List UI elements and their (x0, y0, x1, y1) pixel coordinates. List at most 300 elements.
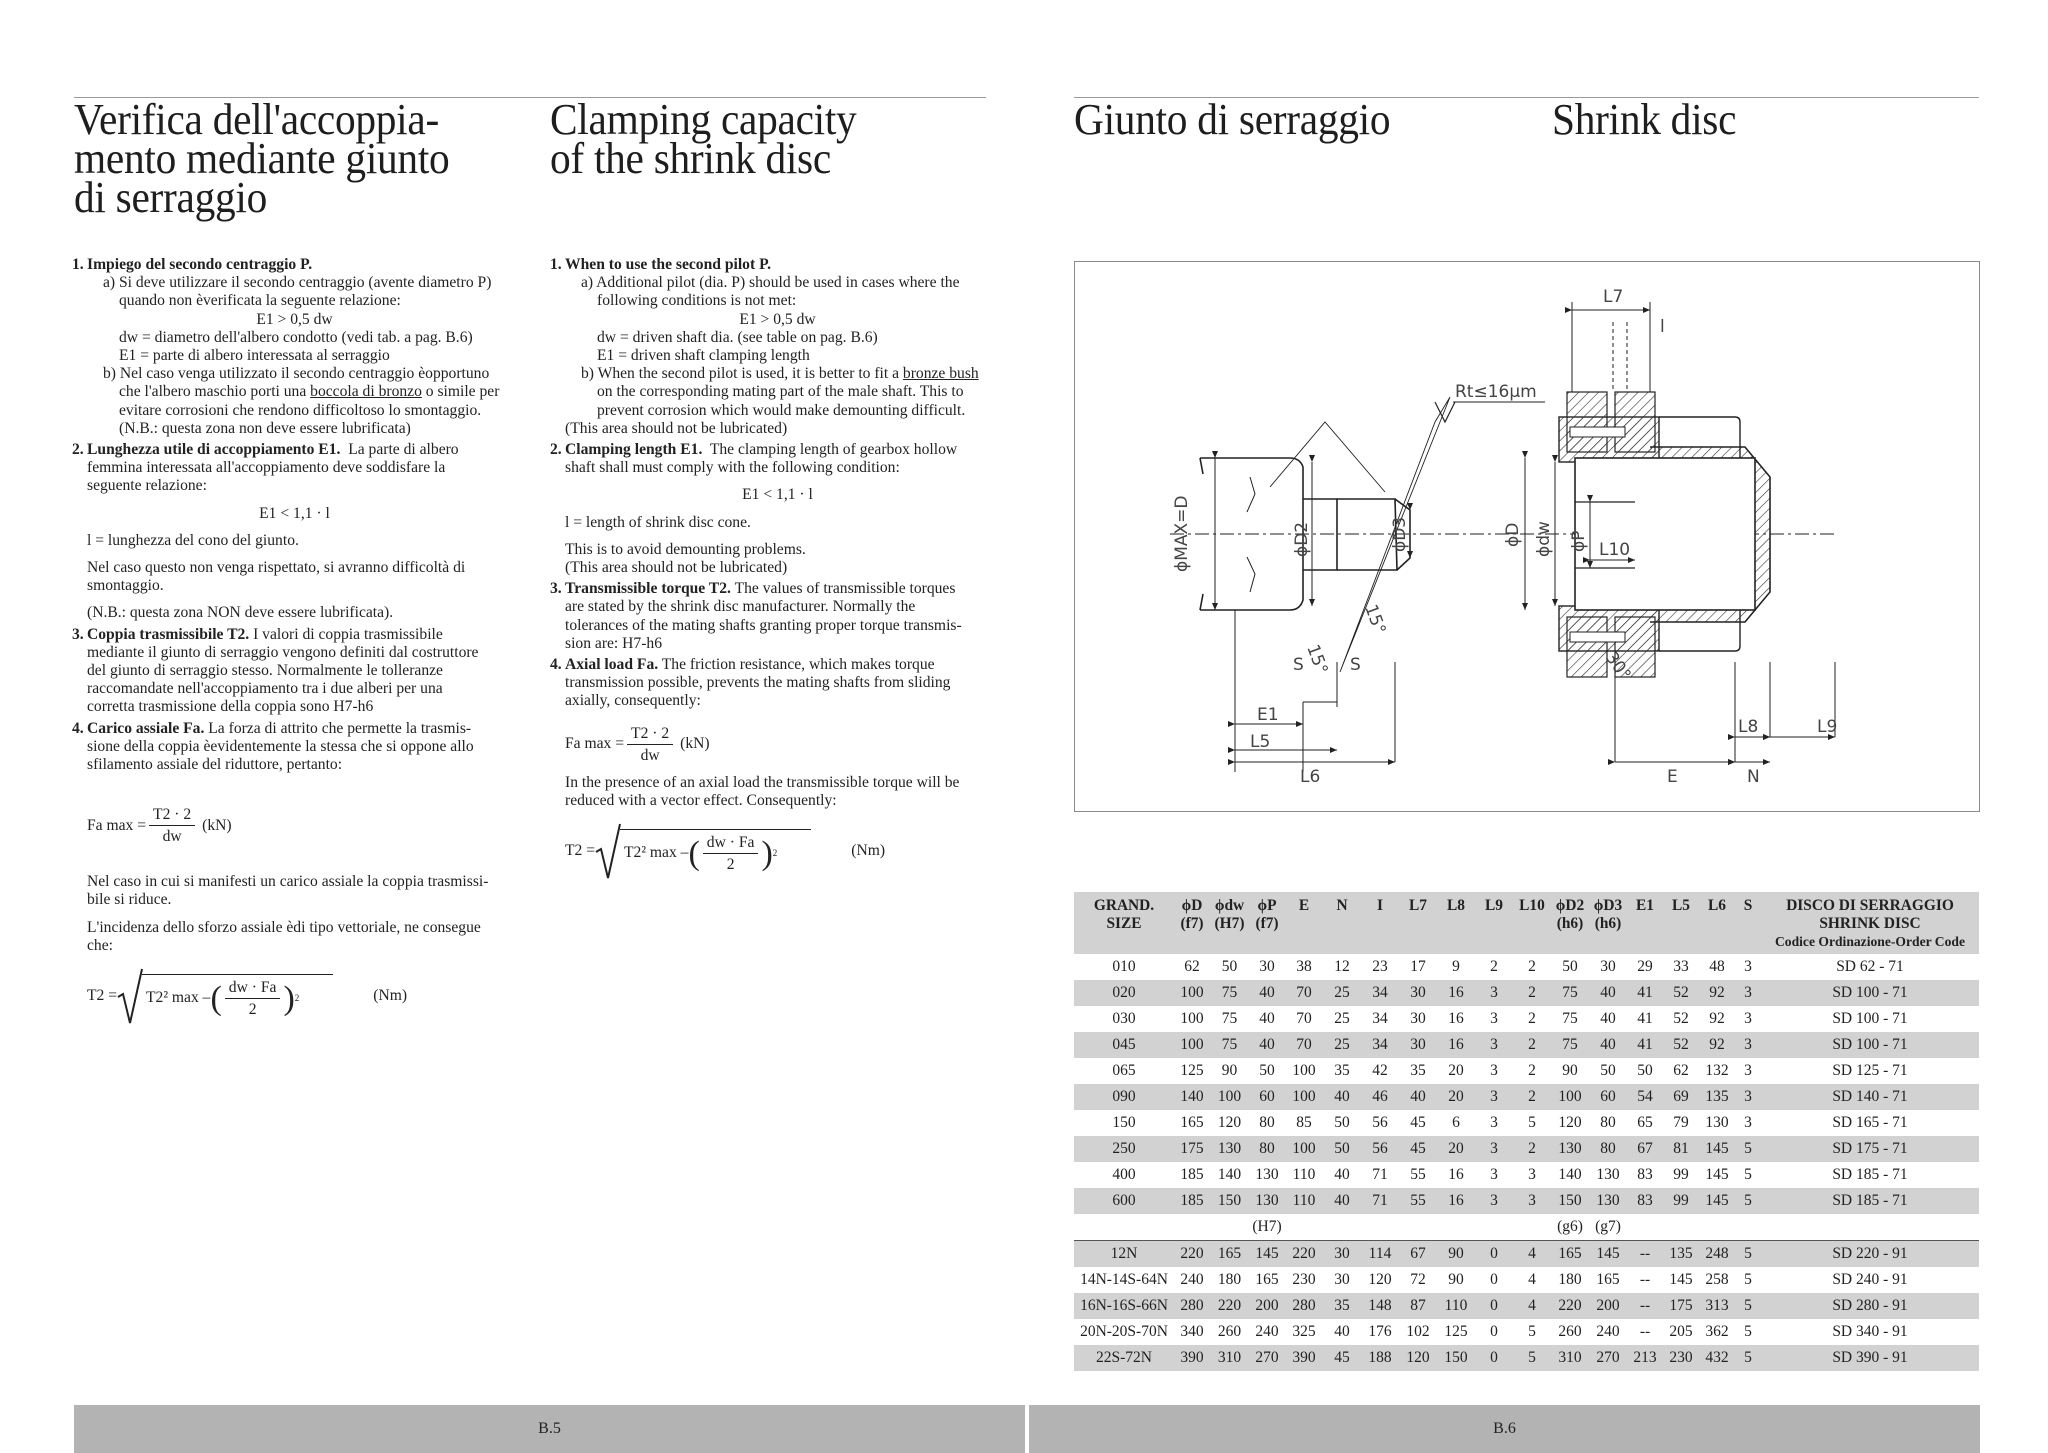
table-cell: 110 (1437, 1293, 1475, 1319)
table-cell: 2 (1528, 1062, 1536, 1079)
order-code-cell: SD 185 - 71 (1832, 1166, 1908, 1183)
label-n: N (1747, 767, 1760, 787)
table-cell: 4 (1513, 1293, 1551, 1319)
table-cell: 20 (1437, 1084, 1475, 1110)
table-cell: 145 (1699, 1188, 1735, 1214)
order-code-cell: SD 220 - 91 (1761, 1241, 1979, 1268)
table-cell: 010 (1112, 958, 1136, 975)
table-cell: 4 (1528, 1271, 1536, 1288)
title-shrink-disc: Shrink disc (1552, 95, 1737, 144)
table-cell: 80 (1259, 1114, 1275, 1131)
table-row (1074, 1241, 1979, 1268)
table-cell: 3 (1735, 980, 1761, 1006)
table-cell: 5 (1735, 1345, 1761, 1371)
table-cell: 362 (1705, 1323, 1729, 1340)
table-cell: 2 (1513, 1084, 1551, 1110)
col-d3: ϕD3 (h6) (1589, 892, 1627, 954)
col-e: E (1285, 892, 1323, 954)
table-cell: 213 (1627, 1345, 1663, 1371)
table-cell: 165 (1210, 1241, 1249, 1268)
table-cell: 5 (1528, 1114, 1536, 1131)
table-cell: 41 (1627, 980, 1663, 1006)
table-cell: 220 (1210, 1293, 1249, 1319)
table-cell: 90 (1562, 1062, 1578, 1079)
table-cell: 165 (1180, 1114, 1204, 1131)
it-section-4: 4. Carico assiale Fa. La forza di attrito che permette la trasmis- sione della coppia èevidentemente la stessa che si oppone allo sfilamento assiale del riduttore, pertanto: (72, 719, 474, 774)
table-cell: 100 (1292, 1062, 1316, 1079)
table-cell: 40 (1249, 1032, 1285, 1058)
table-cell: 16N-16S-66N (1074, 1293, 1174, 1319)
table-cell (1627, 1214, 1663, 1241)
table-cell: 87 (1399, 1293, 1437, 1319)
table-cell: 40 (1589, 980, 1627, 1006)
table-row (1074, 1110, 1979, 1136)
table-cell: 325 (1292, 1323, 1316, 1340)
table-cell: 130 (1210, 1136, 1249, 1162)
col-l8: L8 (1437, 892, 1475, 954)
table-cell: 25 (1323, 980, 1361, 1006)
label-e: E (1667, 767, 1678, 787)
table-cell: 140 (1217, 1166, 1242, 1183)
table-cell: 41 (1637, 1010, 1653, 1027)
table-row (1074, 1345, 1979, 1371)
hollow-shaft (1559, 392, 1770, 677)
table-cell: 3 (1490, 1114, 1498, 1131)
table-cell: 130 (1705, 1114, 1729, 1131)
table-cell: 130 (1589, 1188, 1627, 1214)
col-order-code: DISCO DI SERRAGGIO SHRINK DISC Codice Ordinazione-Order Code (1761, 892, 1979, 954)
label-15b: 15° (1360, 601, 1390, 638)
table-cell: 72 (1410, 1271, 1426, 1288)
order-code-cell: SD 340 - 91 (1832, 1323, 1908, 1340)
table-cell: 3 (1475, 980, 1513, 1006)
english-column: 1. When to use the second pilot P. a) Additional pilot (dia. P) should be used in cases where the following conditions is not met: E1 > 0,5 dw dw = driven shaft dia. (see table on pag. B.6) E1 = driven shaft clamping length b) When the second pilot is used, it is better to fit a bronze bush on the corresponding mating part of the male shaft. This to prevent corrosion which would make demounting difficult. (This area should not be lubricated) 2. Clamping length E1. The clamping length of gearbox hollow shaft shall must comply with the following condition: E1 < 1,1 · l l = length of shrink disc cone. This is to avoid demounting problems. (This area should not be lubricated) 3. Transmissible torque T2. The values of transmissible torques are stated by the shrink disc manufacturer. Normally the tolerances of the mating shafts granting proper torque transmis- sion are: H7-h6 4. Axial load Fa. The friction resistance, which makes torque transmission possible, prevents the mating shafts from sliding axially, consequently: Fa max = $\frac{T2 \cdot 2}{dw}$ (kN) In the presence of an axial load the transmissible torque will be reduced with a vector effect. Consequently: T2 = T2² max – ( $\frac{dw \cdot Fa}{2}$ ) 2 (Nm) (550, 253, 990, 886)
table-cell: 40 (1399, 1084, 1437, 1110)
table-cell: 90 (1448, 1271, 1464, 1288)
table-cell: 42 (1372, 1062, 1388, 1079)
table-cell: 9 (1452, 958, 1460, 975)
table-cell: 0 (1475, 1293, 1513, 1319)
table-cell (1475, 1214, 1513, 1241)
order-code-cell: SD 175 - 71 (1761, 1136, 1979, 1162)
table-cell: 50 (1323, 1136, 1361, 1162)
title-english: Clamping capacity of the shrink disc (550, 95, 857, 183)
col-l6: L6 (1699, 892, 1735, 954)
table-cell: 71 (1361, 1188, 1399, 1214)
table-cell: 200 (1589, 1293, 1627, 1319)
order-code-cell: SD 100 - 71 (1761, 1032, 1979, 1058)
it-torque-formula: T2 = T2² max – ( $\frac{dw \cdot Fa}{2}$ ) 2 (Nm) (87, 967, 502, 1025)
page-number-right: B.6 (1029, 1405, 1980, 1453)
table-body-large (1074, 1241, 1979, 1372)
table-cell: 30 (1399, 980, 1437, 1006)
sqrt-icon (595, 822, 621, 880)
table-cell: 065 (1112, 1062, 1136, 1079)
table-cell: 200 (1249, 1293, 1285, 1319)
table-cell: 5 (1744, 1166, 1752, 1183)
table-cell: 148 (1361, 1293, 1399, 1319)
table-cell: 35 (1323, 1293, 1361, 1319)
table-cell: 2 (1528, 958, 1536, 975)
order-code-cell: SD 140 - 71 (1761, 1084, 1979, 1110)
label-d3: ϕD3 (1390, 516, 1410, 552)
table-cell: 92 (1699, 980, 1735, 1006)
table-cell: 79 (1673, 1114, 1689, 1131)
table-cell: 130 (1255, 1166, 1279, 1183)
table-cell: 3 (1744, 1062, 1752, 1079)
shrink-disc-drawing (1074, 261, 1980, 812)
table-cell: 22S-72N (1074, 1345, 1174, 1371)
table-cell: 390 (1285, 1345, 1323, 1371)
en-section-4: 4. Axial load Fa. The friction resistance, which makes torque transmission possible, prevents the mating shafts from sliding axially, consequently: (550, 656, 951, 710)
table-cell (1513, 1214, 1551, 1241)
col-l9: L9 (1475, 892, 1513, 954)
table-body-standard (1074, 954, 1979, 1214)
table-cell: 35 (1410, 1062, 1426, 1079)
table-cell: 30 (1334, 1271, 1350, 1288)
table-cell: 145 (1699, 1136, 1735, 1162)
table-cell (1323, 1214, 1361, 1241)
table-cell: 80 (1589, 1136, 1627, 1162)
table-row (1074, 1136, 1979, 1162)
table-cell: 23 (1372, 958, 1388, 975)
table-cell (1361, 1214, 1399, 1241)
title-italian: Verifica dell'accoppia- mento mediante giunto di serraggio (74, 95, 450, 222)
table-cell: 70 (1285, 980, 1323, 1006)
table-cell: 83 (1627, 1188, 1663, 1214)
table-cell: 40 (1323, 1084, 1361, 1110)
table-row (1074, 1267, 1979, 1293)
table-cell: 5 (1744, 1323, 1752, 1340)
table-row (1074, 1293, 1979, 1319)
table-cell: 135 (1699, 1084, 1735, 1110)
table-cell: -- (1627, 1241, 1663, 1268)
table-cell: 260 (1558, 1323, 1582, 1340)
label-l10: L10 (1599, 540, 1631, 560)
label-l7: L7 (1603, 287, 1624, 307)
table-cell: 2 (1513, 1136, 1551, 1162)
table-cell: 205 (1669, 1323, 1693, 1340)
table-cell: 5 (1735, 1188, 1761, 1214)
table-cell: 40 (1334, 1323, 1350, 1340)
table-cell: 60 (1589, 1084, 1627, 1110)
table-cell: 120 (1558, 1114, 1582, 1131)
label-l9: L9 (1817, 717, 1838, 737)
order-code-cell: SD 240 - 91 (1832, 1271, 1908, 1288)
table-cell: 12 (1334, 958, 1350, 975)
table-cell: 180 (1217, 1271, 1242, 1288)
table-cell (1663, 1214, 1699, 1241)
table-cell: 220 (1285, 1241, 1323, 1268)
table-cell: 4 (1513, 1241, 1551, 1268)
table-row (1074, 1162, 1979, 1188)
table-cell: 185 (1180, 1166, 1204, 1183)
table-cell: 50 (1334, 1114, 1350, 1131)
table-cell: 40 (1600, 1010, 1616, 1027)
table-cell: 248 (1699, 1241, 1735, 1268)
col-d2: ϕD2 (h6) (1551, 892, 1589, 954)
order-code-cell: SD 100 - 71 (1832, 1010, 1908, 1027)
table-cell: -- (1639, 1271, 1651, 1288)
it-section-2: 2. Lunghezza utile di accoppiamento E1. La parte di albero femmina interessata all'accoppiamento deve soddisfare la seguente relazione: E1 < 1,1 · l l = lunghezza del cono del giunto. Nel caso questo non venga rispettato, si avranno difficoltà di smontaggio. (N.B.: questa zona NON deve essere lubrificata). (72, 441, 466, 622)
table-cell: 3 (1528, 1166, 1536, 1183)
table-cell: 340 (1180, 1323, 1204, 1340)
table-cell: 5 (1735, 1293, 1761, 1319)
table-cell: 270 (1589, 1345, 1627, 1371)
label-l: l (1660, 317, 1665, 337)
table-cell: 310 (1551, 1345, 1589, 1371)
table-cell: 5 (1513, 1345, 1551, 1371)
table-cell: 25 (1334, 1010, 1350, 1027)
table-cell: 150 (1437, 1345, 1475, 1371)
table-cell: 0 (1475, 1345, 1513, 1371)
order-code-cell: SD 125 - 71 (1832, 1062, 1908, 1079)
table-cell: 45 (1399, 1136, 1437, 1162)
table-cell: 0 (1490, 1271, 1498, 1288)
table-row (1074, 1319, 1979, 1345)
en-section-2: 2. Clamping length E1. The clamping length of gearbox hollow shaft shall must comply with the following condition: E1 < 1,1 · l l = length of shrink disc cone. This is to avoid demounting problems. (This area should not be lubricated) (550, 441, 958, 577)
table-cell: 67 (1399, 1241, 1437, 1268)
table-cell: 165 (1596, 1271, 1620, 1288)
table-cell: 110 (1292, 1166, 1316, 1183)
order-code-cell: SD 185 - 71 (1761, 1188, 1979, 1214)
table-cell: 175 (1663, 1293, 1699, 1319)
table-cell: 50 (1562, 958, 1578, 975)
label-max-d: ϕMAX=D (1172, 495, 1192, 572)
table-row (1074, 1032, 1979, 1058)
table-cell: 45 (1323, 1345, 1361, 1371)
table-cell: 125 (1180, 1062, 1204, 1079)
table-cell: 70 (1285, 1032, 1323, 1058)
table-cell: 45 (1410, 1114, 1426, 1131)
table-cell: 65 (1637, 1114, 1653, 1131)
table-cell: 85 (1296, 1114, 1312, 1131)
table-cell: 240 (1180, 1271, 1204, 1288)
table-cell: 3 (1490, 1062, 1498, 1079)
table-cell: 260 (1217, 1323, 1242, 1340)
table-cell: 90 (1221, 1062, 1238, 1079)
table-cell: 120 (1368, 1271, 1392, 1288)
table-cell: 34 (1361, 1032, 1399, 1058)
table-cell: 5 (1735, 1241, 1761, 1268)
table-cell: 30 (1600, 958, 1616, 975)
order-code-cell: SD 390 - 91 (1761, 1345, 1979, 1371)
label-s2: S (1350, 655, 1361, 675)
table-cell: 100 (1174, 980, 1210, 1006)
table-cell: 100 (1285, 1084, 1323, 1110)
table-cell: 310 (1210, 1345, 1249, 1371)
label-d2: ϕD2 (1292, 521, 1312, 557)
table-row (1074, 954, 1979, 980)
table-cell: 75 (1562, 1010, 1578, 1027)
table-cell: 5 (1528, 1323, 1536, 1340)
table-cell: 145 (1589, 1241, 1627, 1268)
table-cell: 145 (1249, 1241, 1285, 1268)
col-s: S (1735, 892, 1761, 954)
table-cell: 90 (1437, 1241, 1475, 1268)
table-cell: 6 (1452, 1114, 1460, 1131)
table-cell: 81 (1663, 1136, 1699, 1162)
table-cell: 185 (1174, 1188, 1210, 1214)
table-cell: 100 (1210, 1084, 1249, 1110)
table-cell: (g7) (1595, 1218, 1621, 1235)
label-dw: ϕdw (1534, 521, 1554, 557)
table-cell: 75 (1210, 980, 1249, 1006)
table-cell: 40 (1259, 1010, 1275, 1027)
table-cell: 3 (1735, 1032, 1761, 1058)
table-cell: 180 (1558, 1271, 1582, 1288)
table-cell: 56 (1361, 1136, 1399, 1162)
order-code-cell: SD 165 - 71 (1832, 1114, 1908, 1131)
table-cell: 3 (1490, 1166, 1498, 1183)
order-code-cell: SD 100 - 71 (1761, 980, 1979, 1006)
table-cell: 175 (1174, 1136, 1210, 1162)
table-cell: 3 (1744, 1114, 1752, 1131)
table-cell (1437, 1214, 1475, 1241)
table-cell: 110 (1285, 1188, 1323, 1214)
table-cell: 52 (1673, 1010, 1689, 1027)
table-cell: 150 (1112, 1114, 1136, 1131)
table-cell: 62 (1184, 958, 1200, 975)
table-cell: 165 (1255, 1271, 1279, 1288)
table-cell: 176 (1368, 1323, 1392, 1340)
table-cell: 100 (1180, 1010, 1204, 1027)
table-cell: 3 (1513, 1188, 1551, 1214)
table-cell: 17 (1410, 958, 1426, 975)
table-cell: 150 (1551, 1188, 1589, 1214)
table-cell: 2 (1513, 980, 1551, 1006)
order-code-cell: SD 62 - 71 (1836, 958, 1904, 975)
table-cell: 132 (1705, 1062, 1729, 1079)
table-cell: 67 (1627, 1136, 1663, 1162)
table-row (1074, 1058, 1979, 1084)
table-cell: 3 (1475, 1136, 1513, 1162)
table-row (1074, 1006, 1979, 1032)
en-torque-formula: T2 = T2² max – ( $\frac{dw \cdot Fa}{2}$ ) 2 (Nm) (565, 822, 990, 880)
table-cell: 250 (1074, 1136, 1174, 1162)
table-cell: 34 (1372, 1010, 1388, 1027)
table-cell: 75 (1551, 1032, 1589, 1058)
table-cell: 2 (1513, 1032, 1551, 1058)
col-e1: E1 (1627, 892, 1663, 954)
table-cell: 40 (1589, 1032, 1627, 1058)
table-cell: 145 (1669, 1271, 1693, 1288)
table-cell: 52 (1663, 980, 1699, 1006)
col-size: GRAND. SIZE (1074, 892, 1174, 954)
table-cell: 40 (1249, 980, 1285, 1006)
table-cell: 41 (1627, 1032, 1663, 1058)
label-15a: 15° (1302, 641, 1332, 678)
col-l7: L7 (1399, 892, 1437, 954)
table-cell: 0 (1490, 1323, 1498, 1340)
table-cell: 55 (1399, 1188, 1437, 1214)
table-cell: 20 (1448, 1062, 1464, 1079)
bronze-bush-term: boccola di bronzo (310, 383, 422, 401)
table-cell: 600 (1074, 1188, 1174, 1214)
table-cell: 48 (1709, 958, 1725, 975)
table-cell: 130 (1551, 1136, 1589, 1162)
table-cell: 12N (1074, 1241, 1174, 1268)
table-cell: 70 (1296, 1010, 1312, 1027)
table-cell: 240 (1596, 1323, 1620, 1340)
table-cell: 100 (1285, 1136, 1323, 1162)
col-n: N (1323, 892, 1361, 954)
en-section-1: 1. When to use the second pilot P. a) Additional pilot (dia. P) should be used in cases where the following conditions is not met: E1 > 0,5 dw dw = driven shaft dia. (see table on pag. B.6) E1 = driven shaft clamping length b) When the second pilot is used, it is better to fit a bronze bush on the corresponding mating part of the male shaft. This to prevent corrosion which would make demounting difficult. (This area should not be lubricated) (550, 256, 979, 437)
table-cell: 120 (1399, 1345, 1437, 1371)
it-section-3: 3. Coppia trasmissibile T2. I valori di coppia trasmissibile mediante il giunto di serraggio vengono definiti dal costruttore del giunto di serraggio stesso. Normalmente le tolleranze raccomandate nell'accoppiamento tra i due alberi per una corretta trasmissione della coppia sono H7-h6 (72, 625, 479, 716)
label-p: ϕP (1569, 530, 1589, 552)
table-cell: 54 (1627, 1084, 1663, 1110)
table-tolerance-row (1074, 1214, 1979, 1241)
table-cell: 20 (1437, 1136, 1475, 1162)
table-cell: -- (1639, 1323, 1651, 1340)
italian-column: 1. Impiego del secondo centraggio P. a) Si deve utilizzare il secondo centraggio (avente diametro P) quando non èverificata la seguente relazione: E1 > 0,5 dw dw = diametro dell'albero condotto (vedi tab. a pag. B.6) E1 = parte di albero interessata al serraggio b) Nel caso venga utilizzato il secondo centraggio èopportuno che l'albero maschio porti una boccola di bronzo o simile per evitare corrosioni che rendono difficoltoso lo smontaggio. (N.B.: questa zona non deve essere lubrificata) 2. Lunghezza utile di accoppiamento E1. La parte di albero femmina interessata all'accoppiamento deve soddisfare la seguente relazione: E1 < 1,1 · l l = lunghezza del cono del giunto. Nel caso questo non venga rispettato, si avranno difficoltà di smontaggio. (N.B.: questa zona NON deve essere lubrificata). 3. Coppia trasmissibile T2. I valori di coppia trasmissibile mediante il giunto di serraggio vengono definiti dal costruttore del giunto di serraggio stesso. Normalmente le tolleranze raccomandate nell'accoppiamento tra i due alberi per una corretta trasmissione della coppia sono H7-h6 4. Carico assiale Fa. La forza di attrito che permette la trasmis- sione della coppia èevidentemente la stessa che si oppone allo sfilamento assiale del riduttore, pertanto: Fa max = $\frac{T2 \cdot 2}{dw}$ (kN) Nel caso in cui si manifesti un carico assiale la coppia trasmissi- bile si riduce. L'incidenza dello sforzo assiale èdi tipo vettoriale, ne consegue che: T2 = T2² max – ( $\frac{dw \cdot Fa}{2}$ ) 2 (Nm) (72, 253, 502, 1031)
table-cell: 16 (1437, 1032, 1475, 1058)
col-p: ϕP (f7) (1249, 892, 1285, 954)
table-cell: 220 (1174, 1241, 1210, 1268)
table-cell: 2 (1528, 1010, 1536, 1027)
table-cell: 14N-14S-64N (1080, 1271, 1168, 1288)
table-cell: 40 (1323, 1188, 1361, 1214)
table-cell: 46 (1361, 1084, 1399, 1110)
table-cell: 130 (1249, 1188, 1285, 1214)
table-cell (1735, 1214, 1761, 1241)
table-cell: 3 (1475, 1032, 1513, 1058)
label-l5: L5 (1250, 732, 1271, 752)
bronze-bush-term-en: bronze bush (902, 365, 979, 383)
table-cell: 135 (1663, 1241, 1699, 1268)
table-cell: 5 (1735, 1136, 1761, 1162)
it-section-1: 1. Impiego del secondo centraggio P. a) Si deve utilizzare il secondo centraggio (avente diametro P) quando non èverificata la seguente relazione: E1 > 0,5 dw dw = diametro dell'albero condotto (vedi tab. a pag. B.6) E1 = parte di albero interessata al serraggio b) Nel caso venga utilizzato il secondo centraggio èopportuno che l'albero maschio porti una boccola di bronzo o simile per evitare corrosioni che rendono difficoltoso lo smontaggio. (N.B.: questa zona non deve essere lubrificata) (72, 256, 500, 437)
table-cell: 60 (1249, 1084, 1285, 1110)
table-cell: 20N-20S-70N (1080, 1323, 1168, 1340)
table-cell: 99 (1663, 1188, 1699, 1214)
table-cell: 3 (1744, 1010, 1752, 1027)
table-cell: 3 (1490, 1010, 1498, 1027)
table-cell: 35 (1334, 1062, 1350, 1079)
it-axial-load-formula: Fa max = $\frac{T2 \cdot 2}{dw}$ (kN) (87, 806, 232, 846)
table-cell: 16 (1437, 980, 1475, 1006)
table-cell: 50 (1259, 1062, 1275, 1079)
table-cell (1399, 1214, 1437, 1241)
table-cell: 400 (1112, 1166, 1136, 1183)
table-cell: 30 (1323, 1241, 1361, 1268)
col-dw: ϕdw (H7) (1210, 892, 1249, 954)
table-cell: 258 (1705, 1271, 1729, 1288)
table-cell: 33 (1673, 958, 1689, 975)
table-cell: 432 (1699, 1345, 1735, 1371)
order-code-cell (1761, 1214, 1979, 1241)
label-l6: L6 (1300, 767, 1321, 787)
table-row (1074, 1084, 1979, 1110)
table-cell: -- (1627, 1293, 1663, 1319)
table-cell: 16 (1448, 1166, 1464, 1183)
table-cell: 045 (1074, 1032, 1174, 1058)
order-code-cell: SD 280 - 91 (1761, 1293, 1979, 1319)
label-e1: E1 (1257, 705, 1279, 725)
table-cell: 83 (1637, 1166, 1653, 1183)
table-cell: 75 (1210, 1032, 1249, 1058)
en-section-3: 3. Transmissible torque T2. The values of transmissible torques are stated by the shrink disc manufacturer. Normally the tolerances of the mating shafts granting proper torque transmis- sion are: H7-h6 (550, 580, 962, 652)
table-cell: 30 (1399, 1032, 1437, 1058)
table-cell: (g6) (1557, 1218, 1583, 1235)
table-cell: 140 (1558, 1166, 1582, 1183)
table-cell: 100 (1174, 1032, 1210, 1058)
table-cell: 34 (1361, 980, 1399, 1006)
table-cell: 16 (1448, 1010, 1464, 1027)
label-d: ϕD (1503, 522, 1523, 547)
col-d: ϕD (f7) (1174, 892, 1210, 954)
